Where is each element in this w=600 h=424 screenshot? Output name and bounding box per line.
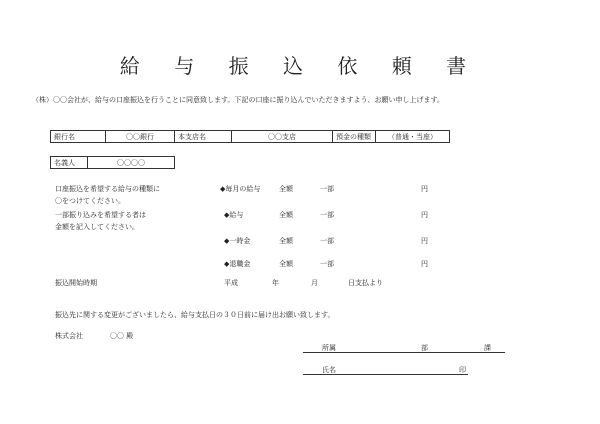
note2-line1: 一部振り込みを希望する者は [55,211,146,219]
affiliation-line [303,352,505,353]
pay-row-label: ◆毎月の給与 [220,185,261,193]
bank-table [50,130,450,143]
holder-label: 名義人 [51,157,88,169]
branch-value: 〇〇支店 [232,131,333,143]
section-label: 課 [484,344,491,352]
change-note: 振込先に関する変更がございましたら、給与支払日の３０日前に届け出お願い致します。 [55,311,335,319]
name-line [303,374,468,375]
pay-row-part: 一部 [320,211,334,219]
pay-row-label: ◆一時金 [224,237,251,245]
seal-mark: 印 [459,366,466,374]
pay-row-all: 全額 [279,237,293,245]
start-era: 平成 [224,279,238,287]
pay-row-label: ◆給与 [224,211,244,219]
pay-row-label: ◆退職金 [224,260,251,268]
pay-row-all: 全額 [279,185,293,193]
holder-table [50,156,175,169]
start-label: 振込開始時期 [55,279,97,287]
start-year: 年 [272,279,279,287]
pay-row-part: 一部 [320,260,334,268]
pay-row-yen: 円 [421,260,428,268]
intro-text: （株）〇〇会社が、給与の口座振込を行うことに同意致します。下記の口座に振り込んでいただきますよう、お願い申し上げます。 [32,96,444,104]
deposit-label: 預金の種類 [333,131,376,143]
bank-value: 〇〇銀行 [106,131,175,143]
bank-label: 銀行名 [51,131,106,143]
note1-line2: 〇をつけてください。 [55,197,125,205]
company-recipient: 〇〇 殿 [110,332,134,340]
pay-row-yen: 円 [421,185,428,193]
affiliation-label: 所属 [322,344,336,352]
note1-line1: 口座振込を希望する給与の種類に [55,185,160,193]
start-from: 日支払より [348,279,383,287]
pay-row-all: 全額 [279,211,293,219]
pay-row-yen: 円 [421,211,428,219]
document-title: 給 与 振 込 依 頼 書 [119,54,481,78]
name-label: 氏名 [322,366,336,374]
company-name: 株式会社 [55,332,83,340]
holder-value: 〇〇〇〇 [88,157,175,169]
pay-row-part: 一部 [320,237,334,245]
department-label: 部 [421,344,428,352]
pay-row-part: 一部 [320,185,334,193]
start-month: 月 [311,279,318,287]
note2-line2: 金額を記入してください。 [55,223,139,231]
branch-label: 本支店名 [175,131,232,143]
pay-row-all: 全額 [279,260,293,268]
pay-row-yen: 円 [421,237,428,245]
deposit-value: （普通・当座） [376,131,450,143]
